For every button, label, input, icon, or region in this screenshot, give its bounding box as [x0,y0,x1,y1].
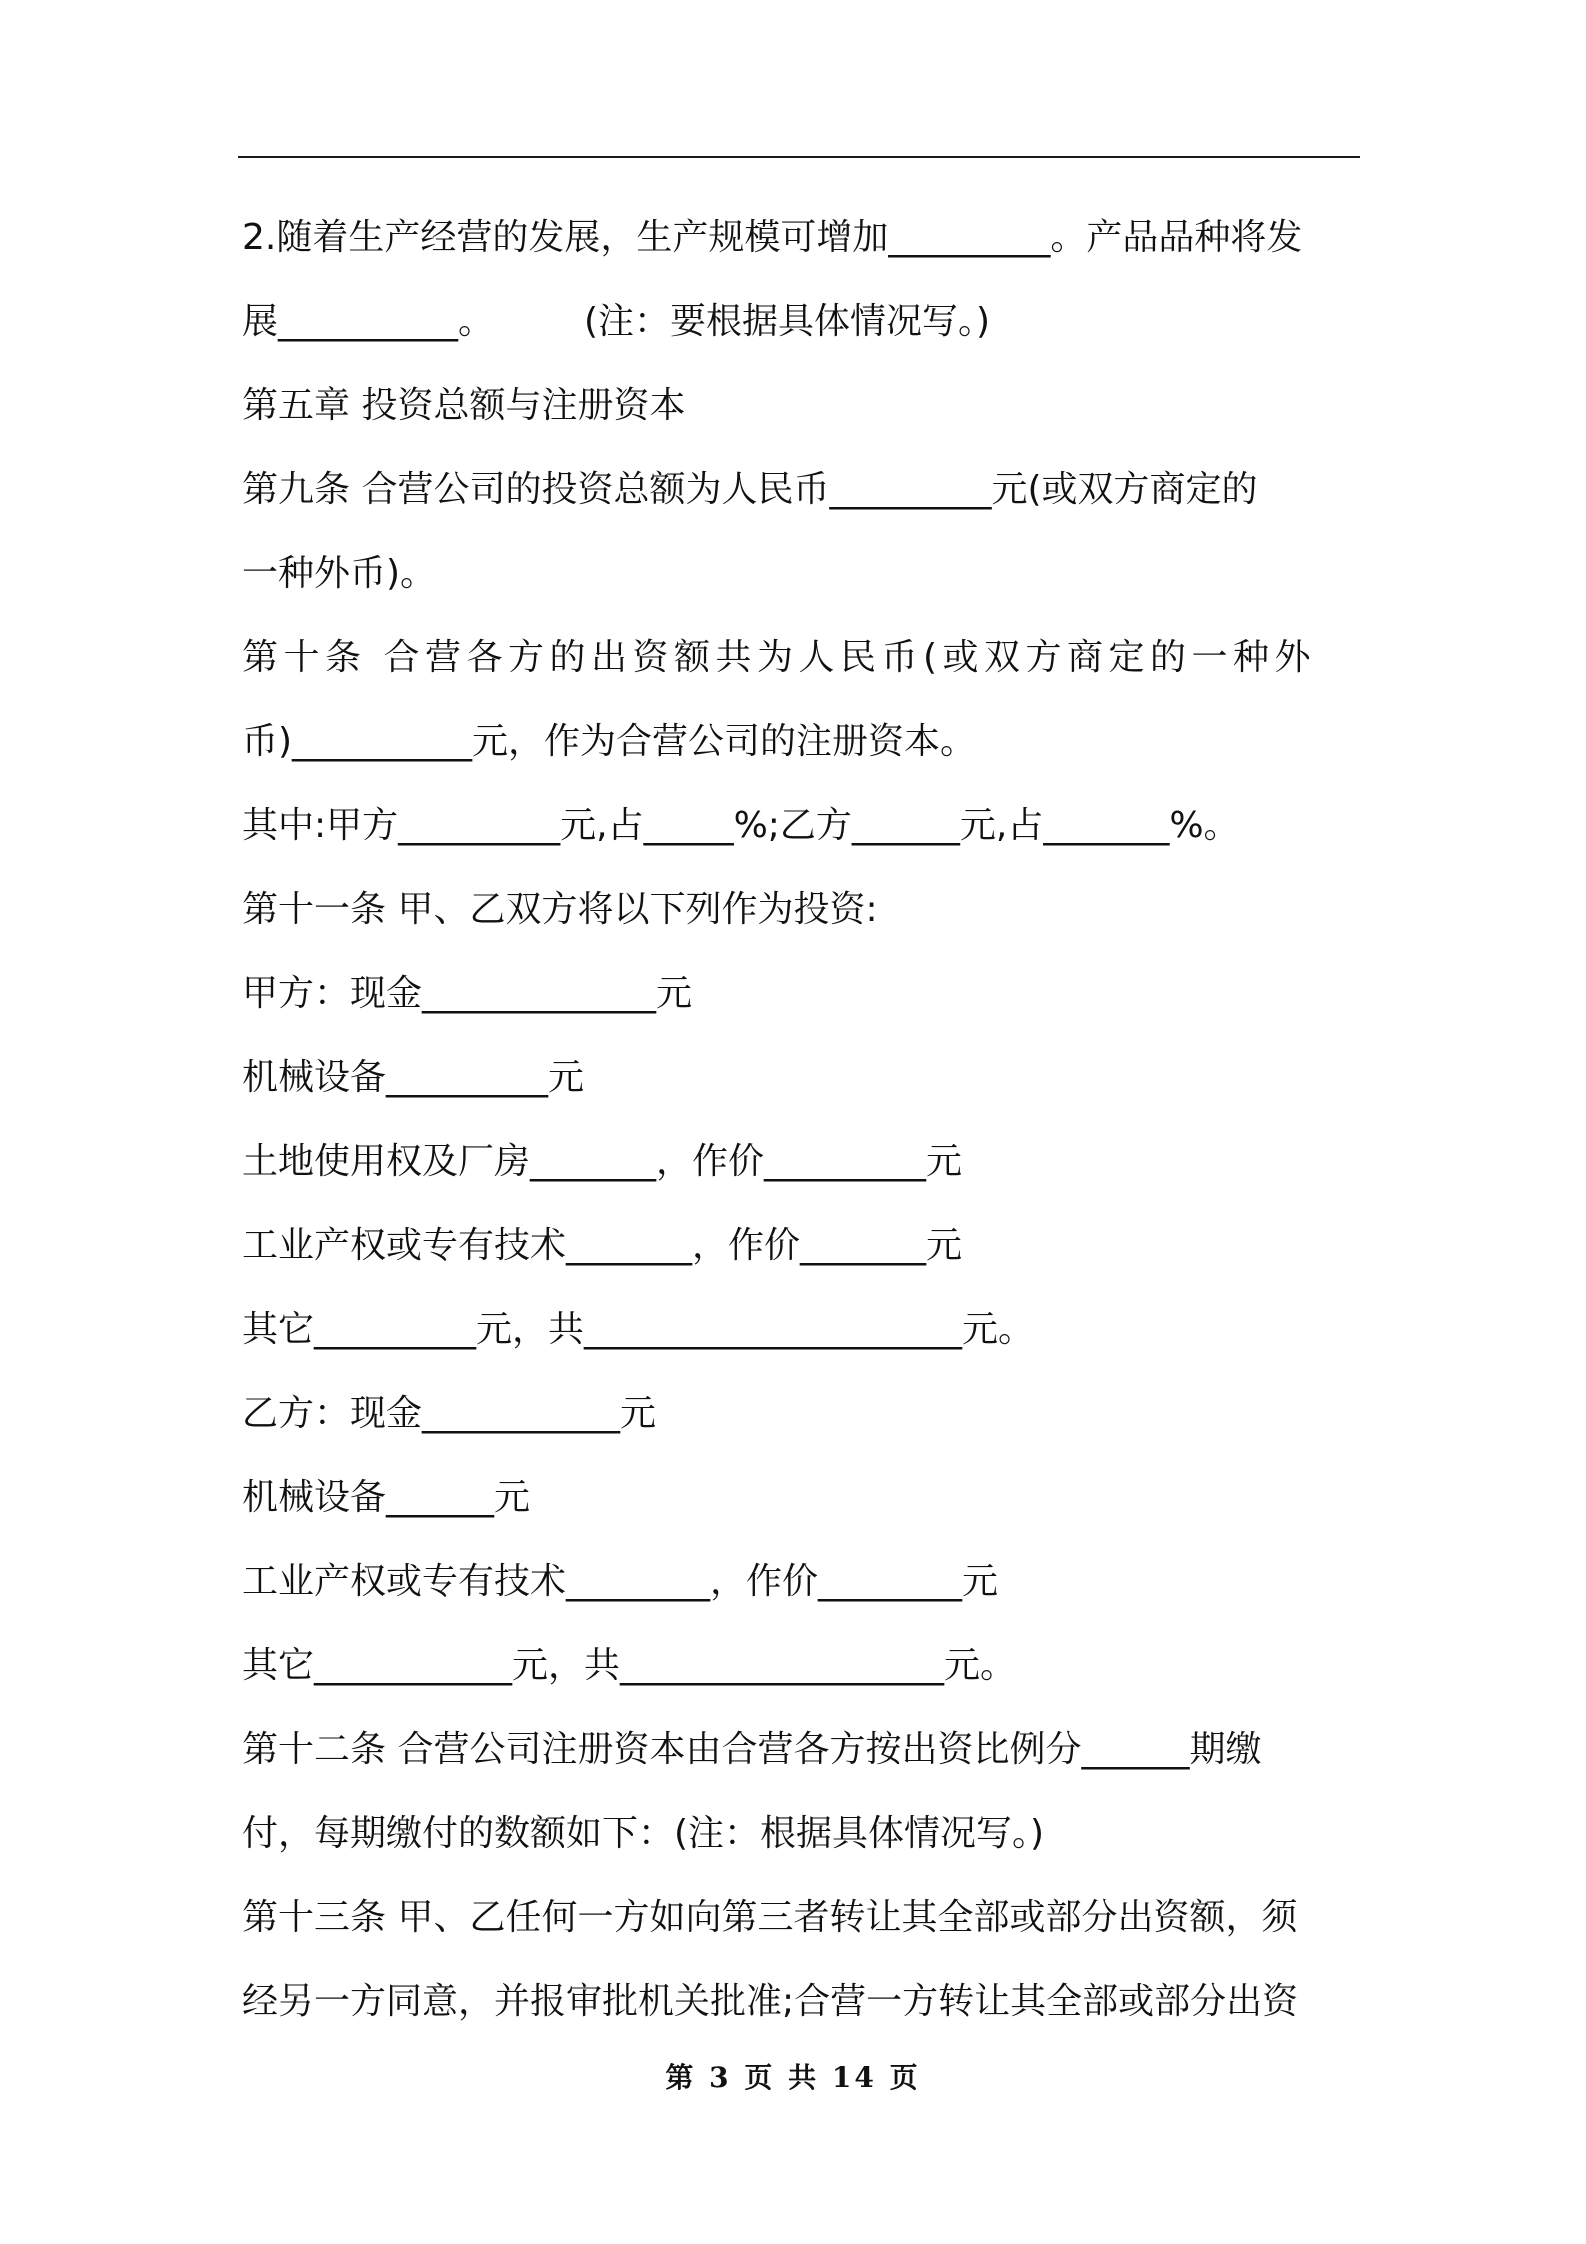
text-line: 机械设备_________元 [242,1057,585,1098]
text-line: 工业产权或专有技术_______，作价_______元 [242,1225,963,1266]
text-line: 其中:甲方_________元,占_____%;乙方______元,占_______%。 [242,805,1240,846]
chapter-heading: 第五章 投资总额与注册资本 [242,385,686,426]
document-body [242,196,1362,2044]
text-line: 其它_________元，共_____________________元。 [242,1309,1035,1350]
text-line: 土地使用权及厂房_______，作价_________元 [242,1141,963,1182]
text-line: 付，每期缴付的数额如下：(注：根据具体情况写。) [242,1813,1045,1854]
article-11: 第十一条 甲、乙双方将以下列作为投资: [242,889,878,930]
text-line: 币)__________元，作为合营公司的注册资本。 [242,721,977,762]
text-line: 2.随着生产经营的发展，生产规模可增加_________。产品品种将发 [242,217,1303,258]
article-10: 第十条 合营各方的出资额共为人民币(或双方商定的一种外 [242,637,1316,678]
text-line: 经另一方同意，并报审批机关批准;合营一方转让其全部或部分出资 [242,1981,1299,2022]
text-line: 工业产权或专有技术________，作价________元 [242,1561,999,1602]
text-line: 其它___________元，共__________________元。 [242,1645,1017,1686]
article-9: 第九条 合营公司的投资总额为人民币_________元(或双方商定的 [242,469,1258,510]
text-line: 乙方：现金___________元 [242,1393,657,1434]
article-12: 第十二条 合营公司注册资本由合营各方按出资比例分______期缴 [242,1729,1262,1770]
header-rule [238,156,1360,158]
text-line: 展__________。 (注：要根据具体情况写。) [242,301,991,342]
article-13: 第十三条 甲、乙任何一方如向第三者转让其全部或部分出资额，须 [242,1897,1298,1938]
text-line: 一种外币)。 [242,553,437,594]
page-number: 第 3 页 共 14 页 [665,2061,921,2094]
text-line: 机械设备______元 [242,1477,531,1518]
text-line: 甲方：现金_____________元 [242,973,693,1014]
